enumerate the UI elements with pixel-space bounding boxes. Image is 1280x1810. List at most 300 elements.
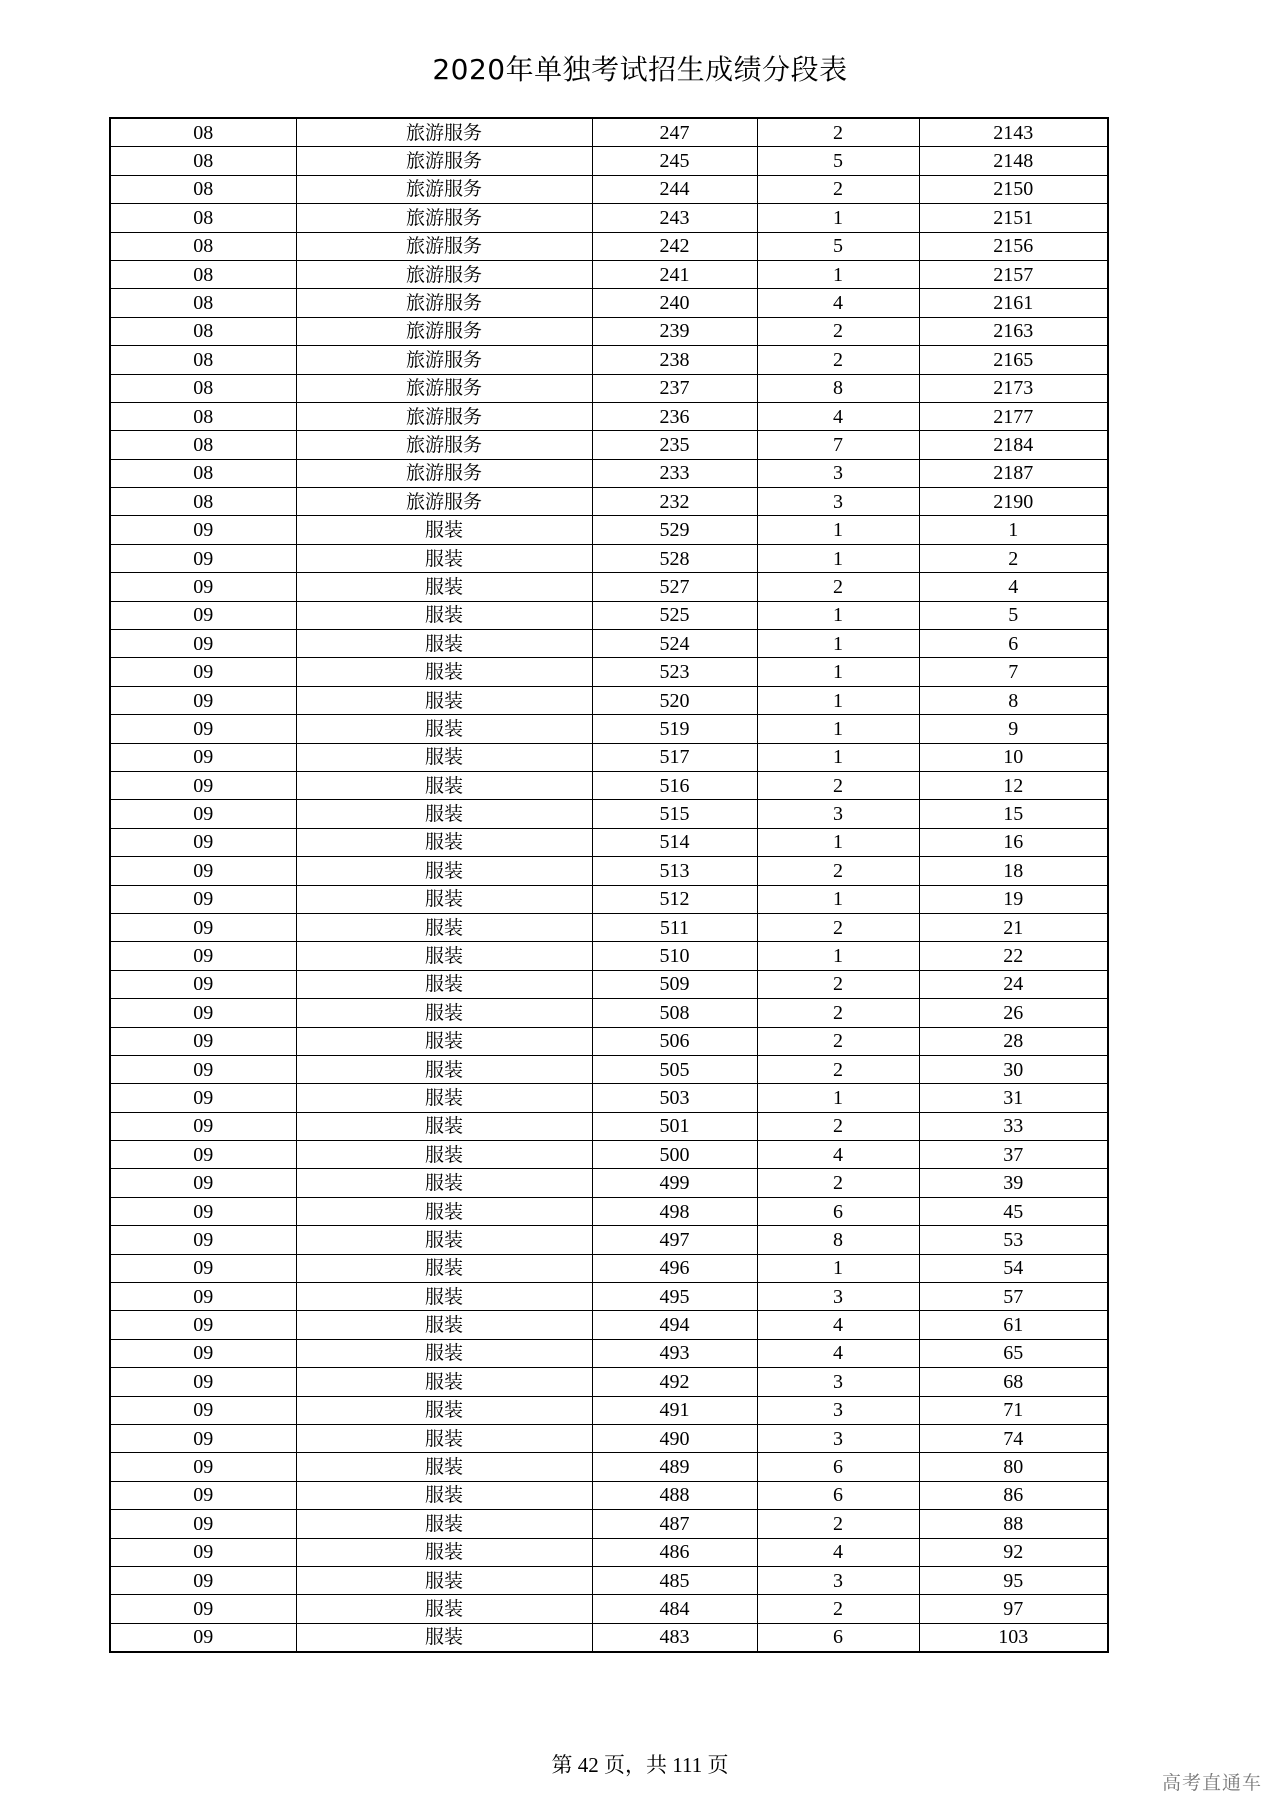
table-row [110, 1311, 1108, 1339]
table-row [110, 630, 1108, 658]
major-code-cell: 08 [110, 346, 296, 374]
major-name-cell: 服装 [296, 1084, 592, 1112]
cumulative-cell: 21 [919, 913, 1108, 941]
cumulative-cell: 2148 [919, 147, 1108, 175]
major-name-cell: 旅游服务 [296, 431, 592, 459]
major-code-cell: 08 [110, 232, 296, 260]
count-cell: 2 [757, 771, 919, 799]
score-cell: 514 [592, 828, 757, 856]
major-code-cell: 09 [110, 1623, 296, 1652]
cumulative-cell: 97 [919, 1595, 1108, 1623]
major-name-cell: 旅游服务 [296, 317, 592, 345]
count-cell: 2 [757, 1112, 919, 1140]
cumulative-cell: 74 [919, 1424, 1108, 1452]
count-cell: 6 [757, 1481, 919, 1509]
cumulative-cell: 7 [919, 658, 1108, 686]
count-cell: 8 [757, 374, 919, 402]
cumulative-cell: 33 [919, 1112, 1108, 1140]
major-code-cell: 08 [110, 260, 296, 288]
major-name-cell: 旅游服务 [296, 118, 592, 147]
score-cell: 232 [592, 488, 757, 516]
cumulative-cell: 28 [919, 1027, 1108, 1055]
score-cell: 523 [592, 658, 757, 686]
table-row [110, 743, 1108, 771]
count-cell: 2 [757, 346, 919, 374]
score-cell: 494 [592, 1311, 757, 1339]
cumulative-cell: 57 [919, 1283, 1108, 1311]
major-name-cell: 服装 [296, 1510, 592, 1538]
major-code-cell: 09 [110, 942, 296, 970]
major-code-cell: 09 [110, 1453, 296, 1481]
major-name-cell: 服装 [296, 1396, 592, 1424]
major-code-cell: 09 [110, 1055, 296, 1083]
major-name-cell: 服装 [296, 686, 592, 714]
score-cell: 503 [592, 1084, 757, 1112]
table-row [110, 1453, 1108, 1481]
major-name-cell: 服装 [296, 970, 592, 998]
major-code-cell: 09 [110, 1084, 296, 1112]
major-name-cell: 服装 [296, 715, 592, 743]
major-name-cell: 服装 [296, 1141, 592, 1169]
count-cell: 3 [757, 800, 919, 828]
score-cell: 511 [592, 913, 757, 941]
table-row [110, 1283, 1108, 1311]
major-name-cell: 服装 [296, 999, 592, 1027]
major-code-cell: 09 [110, 573, 296, 601]
count-cell: 2 [757, 970, 919, 998]
score-cell: 236 [592, 402, 757, 430]
major-name-cell: 服装 [296, 1254, 592, 1282]
major-name-cell: 服装 [296, 1339, 592, 1367]
cumulative-cell: 26 [919, 999, 1108, 1027]
major-code-cell: 09 [110, 1510, 296, 1538]
footer-page-number: 42 [577, 1753, 599, 1777]
score-cell: 243 [592, 204, 757, 232]
score-cell: 515 [592, 800, 757, 828]
table-row [110, 1481, 1108, 1509]
major-name-cell: 服装 [296, 1566, 592, 1594]
table-row [110, 1254, 1108, 1282]
cumulative-cell: 9 [919, 715, 1108, 743]
count-cell: 2 [757, 1595, 919, 1623]
score-cell: 247 [592, 118, 757, 147]
count-cell: 3 [757, 1566, 919, 1594]
table-row [110, 1396, 1108, 1424]
major-name-cell: 旅游服务 [296, 459, 592, 487]
cumulative-cell: 31 [919, 1084, 1108, 1112]
table-row [110, 771, 1108, 799]
major-code-cell: 08 [110, 175, 296, 203]
cumulative-cell: 18 [919, 857, 1108, 885]
footer-suffix: 页 [707, 1753, 729, 1777]
major-code-cell: 09 [110, 857, 296, 885]
table-row [110, 1368, 1108, 1396]
major-name-cell: 服装 [296, 828, 592, 856]
major-name-cell: 服装 [296, 1368, 592, 1396]
count-cell: 1 [757, 942, 919, 970]
score-table-body [110, 118, 1108, 1652]
major-name-cell: 服装 [296, 1112, 592, 1140]
major-name-cell: 服装 [296, 544, 592, 572]
score-cell: 500 [592, 1141, 757, 1169]
table-row [110, 118, 1108, 147]
major-name-cell: 服装 [296, 1226, 592, 1254]
count-cell: 2 [757, 573, 919, 601]
cumulative-cell: 2 [919, 544, 1108, 572]
cumulative-cell: 6 [919, 630, 1108, 658]
count-cell: 2 [757, 175, 919, 203]
count-cell: 6 [757, 1197, 919, 1225]
major-name-cell: 服装 [296, 1481, 592, 1509]
table-row [110, 942, 1108, 970]
major-name-cell: 服装 [296, 1283, 592, 1311]
score-cell: 513 [592, 857, 757, 885]
table-row [110, 346, 1108, 374]
major-code-cell: 09 [110, 1538, 296, 1566]
table-row [110, 374, 1108, 402]
score-cell: 244 [592, 175, 757, 203]
count-cell: 4 [757, 1339, 919, 1367]
score-cell: 241 [592, 260, 757, 288]
count-cell: 1 [757, 630, 919, 658]
cumulative-cell: 2151 [919, 204, 1108, 232]
major-code-cell: 08 [110, 402, 296, 430]
score-table [109, 117, 1109, 1653]
major-code-cell: 08 [110, 147, 296, 175]
major-name-cell: 服装 [296, 1595, 592, 1623]
major-code-cell: 09 [110, 658, 296, 686]
cumulative-cell: 10 [919, 743, 1108, 771]
cumulative-cell: 5 [919, 601, 1108, 629]
major-code-cell: 09 [110, 1141, 296, 1169]
cumulative-cell: 92 [919, 1538, 1108, 1566]
count-cell: 1 [757, 715, 919, 743]
score-cell: 493 [592, 1339, 757, 1367]
score-cell: 491 [592, 1396, 757, 1424]
count-cell: 1 [757, 544, 919, 572]
count-cell: 1 [757, 1254, 919, 1282]
major-code-cell: 09 [110, 800, 296, 828]
major-code-cell: 09 [110, 828, 296, 856]
major-code-cell: 09 [110, 686, 296, 714]
cumulative-cell: 80 [919, 1453, 1108, 1481]
cumulative-cell: 2184 [919, 431, 1108, 459]
major-code-cell: 09 [110, 1595, 296, 1623]
count-cell: 2 [757, 1510, 919, 1538]
cumulative-cell: 2143 [919, 118, 1108, 147]
cumulative-cell: 16 [919, 828, 1108, 856]
major-code-cell: 09 [110, 1283, 296, 1311]
cumulative-cell: 2165 [919, 346, 1108, 374]
count-cell: 3 [757, 1396, 919, 1424]
cumulative-cell: 65 [919, 1339, 1108, 1367]
major-name-cell: 服装 [296, 771, 592, 799]
major-code-cell: 09 [110, 715, 296, 743]
cumulative-cell: 30 [919, 1055, 1108, 1083]
major-name-cell: 旅游服务 [296, 232, 592, 260]
count-cell: 3 [757, 1283, 919, 1311]
table-row [110, 1424, 1108, 1452]
count-cell: 7 [757, 431, 919, 459]
major-name-cell: 服装 [296, 516, 592, 544]
score-cell: 242 [592, 232, 757, 260]
major-name-cell: 服装 [296, 1453, 592, 1481]
page-footer [0, 1750, 1280, 1780]
count-cell: 1 [757, 516, 919, 544]
count-cell: 3 [757, 1368, 919, 1396]
count-cell: 6 [757, 1453, 919, 1481]
cumulative-cell: 71 [919, 1396, 1108, 1424]
score-cell: 245 [592, 147, 757, 175]
count-cell: 1 [757, 601, 919, 629]
major-name-cell: 服装 [296, 1424, 592, 1452]
cumulative-cell: 103 [919, 1623, 1108, 1652]
major-code-cell: 09 [110, 601, 296, 629]
cumulative-cell: 2173 [919, 374, 1108, 402]
table-row [110, 715, 1108, 743]
major-code-cell: 09 [110, 1311, 296, 1339]
cumulative-cell: 2187 [919, 459, 1108, 487]
count-cell: 4 [757, 1311, 919, 1339]
score-cell: 495 [592, 1283, 757, 1311]
table-row [110, 1055, 1108, 1083]
score-cell: 489 [592, 1453, 757, 1481]
major-name-cell: 服装 [296, 885, 592, 913]
major-code-cell: 08 [110, 289, 296, 317]
major-code-cell: 09 [110, 1339, 296, 1367]
major-code-cell: 09 [110, 1368, 296, 1396]
count-cell: 1 [757, 260, 919, 288]
count-cell: 2 [757, 999, 919, 1027]
table-row [110, 232, 1108, 260]
major-code-cell: 09 [110, 1481, 296, 1509]
major-code-cell: 09 [110, 885, 296, 913]
count-cell: 1 [757, 885, 919, 913]
score-cell: 512 [592, 885, 757, 913]
count-cell: 2 [757, 1055, 919, 1083]
footer-total-pages: 111 [672, 1753, 703, 1777]
score-cell: 517 [592, 743, 757, 771]
table-row [110, 857, 1108, 885]
count-cell: 6 [757, 1623, 919, 1652]
major-name-cell: 服装 [296, 630, 592, 658]
count-cell: 1 [757, 828, 919, 856]
count-cell: 4 [757, 1538, 919, 1566]
major-name-cell: 服装 [296, 1311, 592, 1339]
cumulative-cell: 4 [919, 573, 1108, 601]
count-cell: 1 [757, 686, 919, 714]
major-name-cell: 服装 [296, 743, 592, 771]
major-code-cell: 09 [110, 1197, 296, 1225]
cumulative-cell: 86 [919, 1481, 1108, 1509]
cumulative-cell: 68 [919, 1368, 1108, 1396]
major-name-cell: 服装 [296, 658, 592, 686]
major-code-cell: 09 [110, 1226, 296, 1254]
table-row [110, 431, 1108, 459]
score-cell: 238 [592, 346, 757, 374]
score-cell: 240 [592, 289, 757, 317]
count-cell: 4 [757, 402, 919, 430]
count-cell: 1 [757, 743, 919, 771]
score-cell: 529 [592, 516, 757, 544]
table-row [110, 1339, 1108, 1367]
table-row [110, 1112, 1108, 1140]
major-name-cell: 旅游服务 [296, 147, 592, 175]
score-cell: 520 [592, 686, 757, 714]
score-cell: 496 [592, 1254, 757, 1282]
cumulative-cell: 88 [919, 1510, 1108, 1538]
score-cell: 492 [592, 1368, 757, 1396]
major-code-cell: 08 [110, 459, 296, 487]
count-cell: 2 [757, 317, 919, 345]
major-code-cell: 09 [110, 999, 296, 1027]
table-row [110, 147, 1108, 175]
score-cell: 483 [592, 1623, 757, 1652]
table-row [110, 175, 1108, 203]
major-code-cell: 09 [110, 630, 296, 658]
page-title: 2020年单独考试招生成绩分段表 [432, 53, 848, 86]
major-name-cell: 旅游服务 [296, 260, 592, 288]
cumulative-cell: 53 [919, 1226, 1108, 1254]
major-name-cell: 服装 [296, 1623, 592, 1652]
score-cell: 528 [592, 544, 757, 572]
table-row [110, 289, 1108, 317]
score-cell: 506 [592, 1027, 757, 1055]
count-cell: 1 [757, 1084, 919, 1112]
table-row [110, 1566, 1108, 1594]
table-row [110, 1595, 1108, 1623]
cumulative-cell: 12 [919, 771, 1108, 799]
count-cell: 4 [757, 289, 919, 317]
cumulative-cell: 54 [919, 1254, 1108, 1282]
table-row [110, 686, 1108, 714]
cumulative-cell: 2156 [919, 232, 1108, 260]
major-name-cell: 服装 [296, 601, 592, 629]
table-row [110, 1538, 1108, 1566]
table-row [110, 402, 1108, 430]
table-row [110, 260, 1108, 288]
count-cell: 4 [757, 1141, 919, 1169]
footer-middle: 页，共 [604, 1753, 668, 1777]
major-name-cell: 旅游服务 [296, 402, 592, 430]
count-cell: 2 [757, 118, 919, 147]
major-code-cell: 09 [110, 1254, 296, 1282]
cumulative-cell: 2190 [919, 488, 1108, 516]
score-cell: 527 [592, 573, 757, 601]
score-cell: 486 [592, 1538, 757, 1566]
footer-prefix: 第 [551, 1753, 573, 1777]
major-name-cell: 旅游服务 [296, 488, 592, 516]
table-row [110, 1084, 1108, 1112]
table-row [110, 828, 1108, 856]
score-cell: 484 [592, 1595, 757, 1623]
major-name-cell: 服装 [296, 1538, 592, 1566]
cumulative-cell: 61 [919, 1311, 1108, 1339]
count-cell: 2 [757, 857, 919, 885]
major-code-cell: 09 [110, 743, 296, 771]
major-name-cell: 服装 [296, 913, 592, 941]
count-cell: 8 [757, 1226, 919, 1254]
table-row [110, 1510, 1108, 1538]
major-code-cell: 09 [110, 913, 296, 941]
score-cell: 485 [592, 1566, 757, 1594]
major-code-cell: 08 [110, 317, 296, 345]
table-row [110, 658, 1108, 686]
score-cell: 488 [592, 1481, 757, 1509]
score-cell: 525 [592, 601, 757, 629]
major-code-cell: 09 [110, 1396, 296, 1424]
major-code-cell: 09 [110, 1112, 296, 1140]
table-row [110, 1141, 1108, 1169]
score-cell: 490 [592, 1424, 757, 1452]
score-cell: 487 [592, 1510, 757, 1538]
major-name-cell: 旅游服务 [296, 346, 592, 374]
major-code-cell: 09 [110, 1566, 296, 1594]
table-row [110, 459, 1108, 487]
major-code-cell: 08 [110, 488, 296, 516]
table-row [110, 913, 1108, 941]
major-code-cell: 08 [110, 118, 296, 147]
table-row [110, 544, 1108, 572]
cumulative-cell: 22 [919, 942, 1108, 970]
table-row [110, 999, 1108, 1027]
count-cell: 3 [757, 459, 919, 487]
major-name-cell: 服装 [296, 1027, 592, 1055]
score-cell: 501 [592, 1112, 757, 1140]
table-row [110, 1197, 1108, 1225]
count-cell: 1 [757, 658, 919, 686]
cumulative-cell: 8 [919, 686, 1108, 714]
major-code-cell: 09 [110, 1169, 296, 1197]
score-cell: 510 [592, 942, 757, 970]
cumulative-cell: 2161 [919, 289, 1108, 317]
cumulative-cell: 95 [919, 1566, 1108, 1594]
cumulative-cell: 15 [919, 800, 1108, 828]
major-code-cell: 08 [110, 374, 296, 402]
count-cell: 5 [757, 147, 919, 175]
cumulative-cell: 1 [919, 516, 1108, 544]
table-row [110, 601, 1108, 629]
score-cell: 499 [592, 1169, 757, 1197]
cumulative-cell: 2163 [919, 317, 1108, 345]
table-row [110, 1027, 1108, 1055]
score-cell: 233 [592, 459, 757, 487]
major-name-cell: 旅游服务 [296, 289, 592, 317]
count-cell: 2 [757, 1027, 919, 1055]
major-name-cell: 旅游服务 [296, 374, 592, 402]
table-row [110, 573, 1108, 601]
cumulative-cell: 37 [919, 1141, 1108, 1169]
major-code-cell: 09 [110, 1424, 296, 1452]
table-row [110, 1226, 1108, 1254]
count-cell: 2 [757, 1169, 919, 1197]
major-code-cell: 09 [110, 771, 296, 799]
count-cell: 1 [757, 204, 919, 232]
cumulative-cell: 39 [919, 1169, 1108, 1197]
cumulative-cell: 2177 [919, 402, 1108, 430]
table-row [110, 1169, 1108, 1197]
major-name-cell: 服装 [296, 942, 592, 970]
count-cell: 3 [757, 1424, 919, 1452]
score-cell: 519 [592, 715, 757, 743]
table-row [110, 800, 1108, 828]
table-row [110, 885, 1108, 913]
table-row [110, 1623, 1108, 1652]
major-code-cell: 09 [110, 516, 296, 544]
major-code-cell: 08 [110, 204, 296, 232]
count-cell: 3 [757, 488, 919, 516]
major-name-cell: 旅游服务 [296, 175, 592, 203]
